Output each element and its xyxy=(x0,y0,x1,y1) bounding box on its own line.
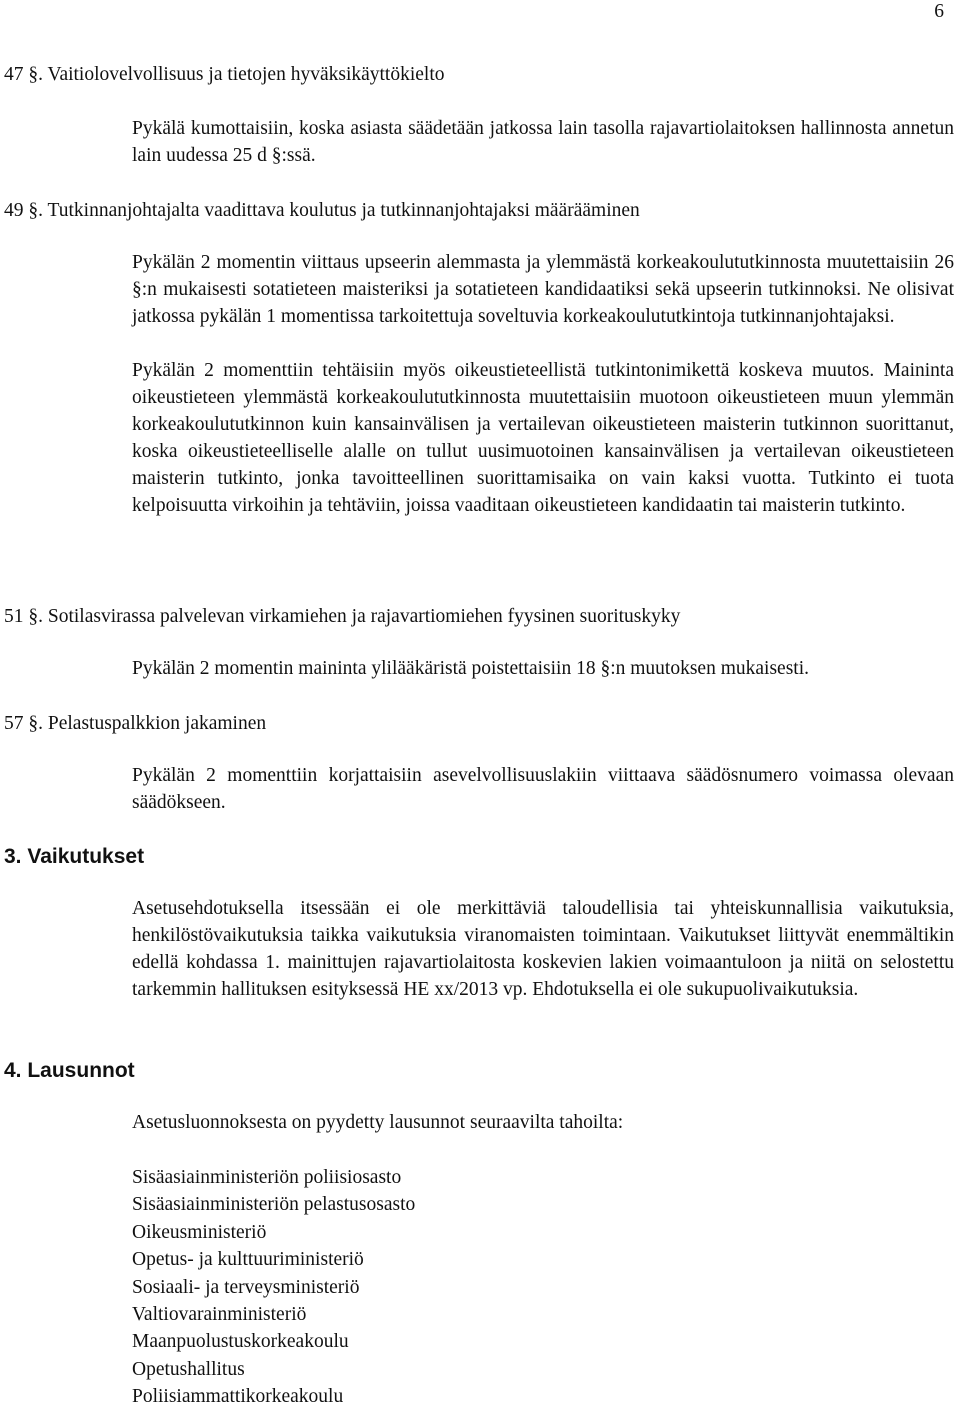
lausunnot-title: 4. Lausunnot xyxy=(4,1059,135,1082)
vaikutukset-body: Asetusehdotuksella itsessään ei ole merkittäviä taloudellisia tai yhteiskunnallisia vaikutuksia, henkilöstövaikutuksia taikka vaikutuksia viranomaisten toimintaan. Vaikutukset liittyvät enemmältikin edellä kohdassa 1. mainittujen rajavartiolaitosta koskevien lakien voimaantuloon ja niitä on selostettu tarkemmin hallituksen esityksessä HE xx/2013 vp. Ehdotuksella ei ole sukupuolivaikutuksia. xyxy=(132,898,954,1000)
list-item: Maanpuolustuskorkeakoulu xyxy=(132,1331,349,1353)
list-item: Poliisiammattikorkeakoulu xyxy=(132,1386,344,1408)
list-item: Opetus- ja kulttuuriministeriö xyxy=(132,1249,364,1271)
section-heading-47: 47 §. Vaitiolovelvollisuus ja tietojen hyväksikäyttökielto xyxy=(4,64,445,85)
list-item: Sisäasiainministeriön poliisiosasto xyxy=(132,1167,402,1188)
section-heading-57: 57 §. Pelastuspalkkion jakaminen xyxy=(4,713,267,734)
lausunnot-list xyxy=(132,1164,415,1411)
lausunnot-intro: Asetusluonnoksesta on pyydetty lausunnot seuraavilta tahoilta: xyxy=(132,1112,624,1133)
list-item: Oikeusministeriö xyxy=(132,1221,267,1243)
list-item: Sosiaali- ja terveysministeriö xyxy=(132,1276,360,1298)
page-number: 6 xyxy=(934,1,944,22)
section-heading-51: 51 §. Sotilasvirassa palvelevan virkamiehen ja rajavartiomiehen fyysinen suorituskyky xyxy=(4,606,681,627)
list-item: Sisäasiainministeriön pelastusosasto xyxy=(132,1194,416,1216)
list-item: Valtiovarainministeriö xyxy=(132,1304,307,1326)
section-body-51: Pykälän 2 momentin maininta ylilääkäristä poistettaisiin 18 §:n muutoksen mukaisesti. xyxy=(132,658,809,679)
section-body-49-b: Pykälän 2 momenttiin tehtäisiin myös oikeustieteellistä tutkintonimikettä koskeva muutos. Maininta oikeustieteen ylemmästä korkeakoulututkinnosta muutettaisiin muotoon oikeustieteen muun ylemmän korkeakoulututkinnon kuin kansainvälisen ja vertailevan oikeustieteen maisterin tutkinnon suorittanut, koska oikeustieteelliselle alalle on tullut uusimuotoinen kansainvälisen ja vertailevan oikeustieteen maisterin tutkinto, jonka tavoitteellinen suorittamisaika on vain kaksi vuotta. Tutkinto ei tuota kelpoisuutta virkoihin ja tehtäviin, joissa vaaditaan oikeustieteen kandidaatin tai maisterin tutkinto. xyxy=(132,360,954,516)
list-item: Opetushallitus xyxy=(132,1358,245,1380)
section-body-57: Pykälän 2 momenttiin korjattaisiin asevelvollisuuslakiin viittaava säädösnumero voimassa olevaan säädökseen. xyxy=(132,765,954,813)
section-body-47: Pykälä kumottaisiin, koska asiasta säädetään jatkossa lain tasolla rajavartiolaitoksen hallinnosta annetun lain uudessa 25 d §:ssä. xyxy=(132,118,954,166)
section-body-49-a: Pykälän 2 momentin viittaus upseerin alemmasta ja ylemmästä korkeakoulututkinnosta muutettaisiin 26 §:n mukaisesti sotatieteen maisteriksi ja sotatieteen kandidaatiksi sekä upseerin tutkinnoksi. Ne olisivat jatkossa pykälän 1 momentissa tarkoitettuja soveltuvia korkeakoulututkintoja tutkinnanjohtajaksi. xyxy=(132,252,954,327)
vaikutukset-title: 3. Vaikutukset xyxy=(4,845,145,868)
section-heading-49: 49 §. Tutkinnanjohtajalta vaadittava koulutus ja tutkinnanjohtajaksi määrääminen xyxy=(4,200,640,221)
